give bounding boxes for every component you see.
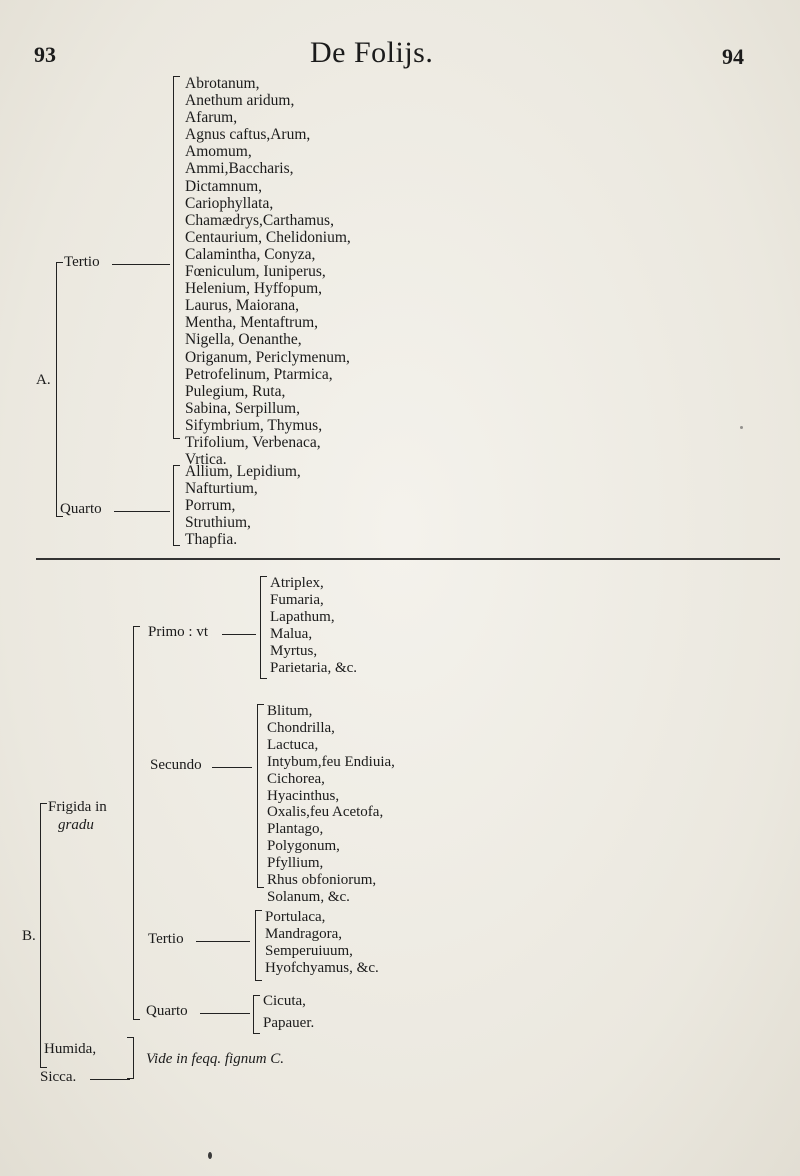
list-item: Hyofchyamus, &c. <box>265 959 379 976</box>
quarto-brace <box>173 465 174 546</box>
right-page-number: 94 <box>722 44 744 69</box>
list-item: Sabina, Serpillum, <box>185 399 300 417</box>
quarto-b-list <box>263 993 314 1032</box>
tertio-connector <box>112 264 170 265</box>
list-item: Struthium, <box>185 514 251 532</box>
list-item: Papauer. <box>263 1015 315 1031</box>
list-item: Blitum, <box>267 703 313 719</box>
quarto-label: Quarto <box>60 501 102 517</box>
tertio-b-connector <box>196 941 250 942</box>
list-item: Afarum, <box>185 109 238 127</box>
list-item: Amomum, <box>185 143 252 161</box>
tertio-b-brace <box>255 910 256 981</box>
quarto-list <box>185 463 301 548</box>
primo-connector <box>222 634 256 635</box>
tertio-brace <box>173 76 174 439</box>
sicca-connector <box>90 1079 130 1080</box>
list-item: Pulegium, Ruta, <box>185 382 286 400</box>
quarto-b-brace <box>253 995 254 1034</box>
quarto-connector <box>114 511 170 512</box>
list-item: Anethum aridum, <box>185 92 295 110</box>
list-item: Atriplex, <box>270 575 324 591</box>
list-item: Helenium, Hyffopum, <box>185 280 323 298</box>
list-item: Dictamnum, <box>185 177 263 195</box>
list-item: Hyacinthus, <box>267 787 340 804</box>
list-item: Pfyllium, <box>267 855 324 872</box>
section-a-brace <box>56 262 57 517</box>
primo-brace <box>260 576 261 679</box>
list-item: Calamintha, Conyza, <box>185 245 316 263</box>
primo-list <box>270 575 357 676</box>
list-item: Mentha, Mentaftrum, <box>185 314 319 332</box>
list-item: Origanum, Periclymenum, <box>185 348 350 366</box>
secundo-brace <box>257 704 258 888</box>
list-item: Nafturtium, <box>185 480 258 498</box>
list-item: Cichorea, <box>267 770 325 787</box>
humida-label: Humida, <box>44 1041 97 1057</box>
primo-label: Primo : vt <box>148 624 209 640</box>
list-item: Petrofelinum, Ptarmica, <box>185 365 333 383</box>
list-item: Plantago, <box>267 821 324 838</box>
list-item: Thapfia. <box>185 531 238 549</box>
list-item: Chamædrys,Carthamus, <box>185 211 334 229</box>
list-item: Oxalis,feu Acetofa, <box>267 804 384 821</box>
list-item: Intybum,feu Endiuia, <box>267 753 395 770</box>
ink-speck <box>740 426 743 429</box>
list-item: Polygonum, <box>267 838 340 855</box>
list-item: Mandragora, <box>265 925 343 942</box>
list-item: Cariophyllata, <box>185 194 274 212</box>
ink-speck <box>208 1152 212 1159</box>
list-item: Laurus, Maiorana, <box>185 297 300 315</box>
page-title: De Folijs. <box>310 36 434 69</box>
list-item: Solanum, &c. <box>267 888 350 905</box>
frigida-gradu: gradu <box>58 817 94 833</box>
quarto-b-connector <box>200 1013 250 1014</box>
secundo-label: Secundo <box>150 757 202 773</box>
list-item: Portulaca, <box>265 909 326 925</box>
list-item: Centaurium, Chelidonium, <box>185 228 351 246</box>
frigida-brace <box>133 626 134 1020</box>
list-item: Vrtica. <box>185 451 227 469</box>
tertio-label: Tertio <box>64 254 100 270</box>
list-item: Lapathum, <box>270 608 335 625</box>
section-b-marker: B. <box>22 928 36 944</box>
cross-reference-note: Vide in feqq. fignum C. <box>146 1051 285 1067</box>
list-item: Allium, Lepidium, <box>185 463 301 480</box>
frigida-label: Frigida in <box>48 799 107 815</box>
list-item: Nigella, Oenanthe, <box>185 331 302 349</box>
secundo-connector <box>212 767 252 768</box>
list-item: Sifymbrium, Thymus, <box>185 416 323 434</box>
list-item: Chondrilla, <box>267 719 335 736</box>
list-item: Cicuta, <box>263 993 306 1009</box>
list-item: Lactuca, <box>267 736 319 753</box>
humida-sicca-brace <box>133 1037 134 1079</box>
list-item: Trifolium, Verbenaca, <box>185 433 321 451</box>
tertio-b-list <box>265 909 379 977</box>
section-b-brace <box>40 803 41 1068</box>
tertio-list <box>185 75 351 468</box>
left-page-number: 93 <box>34 42 56 67</box>
list-item: Porrum, <box>185 497 236 515</box>
list-item: Parietaria, &c. <box>270 659 358 676</box>
list-item: Fumaria, <box>270 591 324 608</box>
list-item: Agnus caftus,Arum, <box>185 126 311 144</box>
quarto-b-label: Quarto <box>146 1003 188 1019</box>
section-a-marker: A. <box>36 372 51 388</box>
secundo-list <box>267 703 395 906</box>
list-item: Abrotanum, <box>185 75 260 92</box>
section-divider <box>36 558 780 560</box>
tertio-b-label: Tertio <box>148 931 184 947</box>
list-item: Myrtus, <box>270 642 318 659</box>
list-item: Fœniculum, Iuniperus, <box>185 263 326 281</box>
list-item: Malua, <box>270 625 313 642</box>
list-item: Semperuiuum, <box>265 942 353 959</box>
list-item: Rhus obfoniorum, <box>267 872 377 889</box>
sicca-label: Sicca. <box>40 1069 77 1085</box>
list-item: Ammi,Baccharis, <box>185 160 294 178</box>
